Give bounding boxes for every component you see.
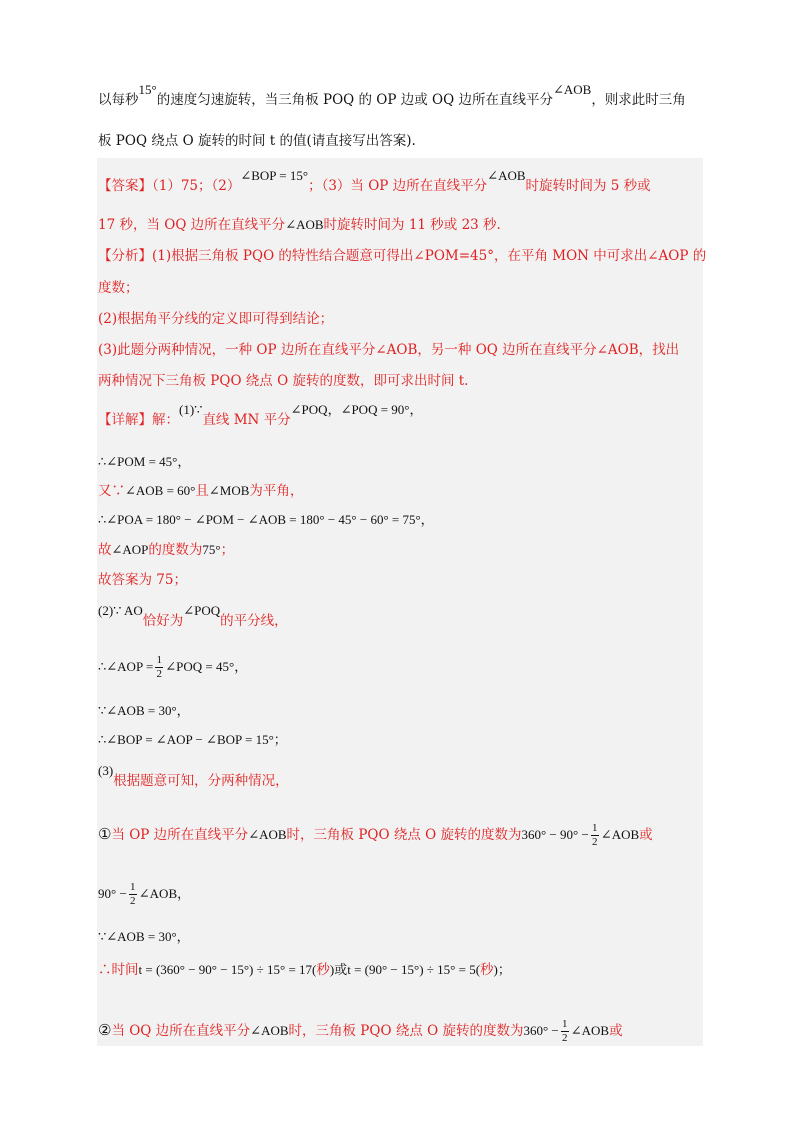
detail-text: 时，三角板 PQO 绕点 O 旋转的度数为 bbox=[286, 827, 522, 843]
answer-text: 17 秒，当 OQ 边所在直线平分 bbox=[98, 217, 286, 233]
detail-text: ∴时间 bbox=[98, 962, 139, 978]
detail-math: ∠AOB bbox=[600, 827, 640, 842]
fraction-denominator: 2 bbox=[130, 895, 136, 907]
detail-text: 为平角， bbox=[249, 483, 304, 499]
detail-text: 恰好为 bbox=[142, 613, 184, 629]
detail-math: ∠AOB， bbox=[138, 886, 191, 901]
case1-line-1 bbox=[98, 823, 653, 848]
detail-math: ∠AOP bbox=[111, 542, 149, 557]
detail-line-10 bbox=[98, 730, 287, 750]
solution-background bbox=[97, 158, 703, 1046]
case2-line-1 bbox=[98, 1019, 623, 1044]
detail-text: 的度数为 bbox=[148, 542, 203, 558]
analysis-tag: 【分析】 bbox=[98, 248, 152, 264]
detail-text: 当 OP 边所在直线平分 bbox=[111, 827, 249, 843]
fraction-half bbox=[561, 1019, 569, 1044]
analysis-line-5: 两种情况下三角板 PQO 绕点 O 旋转的度数，即可求出时间 t. bbox=[98, 373, 469, 389]
fraction-half bbox=[591, 823, 599, 848]
answer-math: ∠AOB bbox=[487, 168, 526, 183]
step-number: (3) bbox=[98, 763, 114, 778]
detail-math: 360° − bbox=[523, 1023, 559, 1038]
answer-line-2 bbox=[98, 215, 501, 235]
detail-text: 又∵ bbox=[98, 483, 125, 499]
detail-text: 解： bbox=[152, 412, 179, 428]
analysis-line-3: (2)根据角平分线的定义即可得到结论； bbox=[98, 311, 334, 327]
answer-tag: 【答案】 bbox=[98, 178, 152, 194]
detail-line-3 bbox=[98, 481, 303, 501]
case1-line-4 bbox=[98, 960, 511, 980]
detail-math: ∴∠POM = 45°， bbox=[98, 454, 191, 469]
detail-line-1 bbox=[98, 402, 423, 430]
detail-text: ； bbox=[220, 542, 235, 558]
detail-math: ∴∠POA = 180° − ∠POM − ∠AOB = 180° − 45° − 60° = 75°， bbox=[98, 512, 434, 527]
answer-line-1 bbox=[98, 168, 651, 196]
detail-line-7 bbox=[98, 603, 288, 631]
detail-text: 故 bbox=[98, 542, 112, 558]
fraction-numerator: 1 bbox=[562, 1018, 568, 1030]
detail-line-2 bbox=[98, 452, 190, 472]
fraction-denominator: 2 bbox=[562, 1032, 568, 1044]
analysis-line-4: (3)此题分两种情况，一种 OP 边所在直线平分∠AOB，另一种 OQ 边所在直线平分∠AOB，找出 bbox=[98, 342, 680, 358]
detail-math: )或 bbox=[329, 962, 348, 977]
detail-line-4 bbox=[98, 510, 434, 530]
fraction-numerator: 1 bbox=[156, 654, 163, 666]
analysis-text: (1)根据三角板 PQO 的特性结合题意可得出∠POM=45°，在平角 MON 中可求出∠AOP 的 bbox=[152, 248, 707, 264]
detail-tag: 【详解】 bbox=[98, 412, 152, 428]
step-number: (2)∵ AO bbox=[98, 603, 143, 618]
detail-text: 根据题意可知，分两种情况， bbox=[113, 773, 289, 789]
problem-text: ，则求此时三角 bbox=[591, 92, 686, 108]
fraction-half bbox=[155, 655, 163, 680]
problem-note: (请直接写出答案). bbox=[306, 133, 416, 149]
fraction-denominator: 2 bbox=[592, 836, 598, 848]
analysis-line-2: 度数； bbox=[98, 280, 139, 296]
answer-math: ∠BOP = 15° bbox=[240, 168, 309, 183]
detail-math: t = (90° − 15°) ÷ 15° = 5( bbox=[347, 962, 481, 977]
answer-math: ∠AOB bbox=[285, 217, 324, 232]
fraction-numerator: 1 bbox=[130, 881, 136, 893]
detail-math: ∠AOB bbox=[250, 1023, 289, 1038]
detail-math: 90° − bbox=[98, 886, 127, 901]
detail-math: ∠AOB bbox=[248, 827, 287, 842]
angle-aob: ∠AOB bbox=[552, 82, 592, 97]
detail-line-9 bbox=[98, 701, 190, 721]
case1-line-3 bbox=[98, 927, 190, 947]
detail-text: 或 bbox=[639, 827, 653, 843]
detail-math: ∠POQ = 45°， bbox=[165, 659, 248, 674]
problem-text: 以每秒 bbox=[98, 92, 139, 108]
detail-text: 秒 bbox=[316, 962, 330, 978]
detail-math: ∠POQ bbox=[290, 402, 328, 417]
problem-text: 板 POQ 绕点 O 旋转的时间 t 的值 bbox=[98, 133, 307, 149]
detail-math: ∵∠AOB = 30°， bbox=[98, 929, 190, 944]
problem-text: 的速度匀速旋转，当三角板 POQ 的 OP 边或 OQ 边所在直线平分 bbox=[156, 92, 553, 108]
answer-text: 时旋转时间为 11 秒或 23 秒. bbox=[323, 217, 501, 233]
detail-math: ∠AOB bbox=[570, 1023, 610, 1038]
detail-line-5 bbox=[98, 540, 234, 560]
answer-text: 时旋转时间为 5 秒或 bbox=[525, 178, 651, 194]
detail-text: 当 OQ 边所在直线平分 bbox=[111, 1023, 251, 1039]
case-1-marker: ① bbox=[98, 825, 112, 843]
detail-math: ∠POQ bbox=[183, 603, 221, 618]
detail-math: ，∠POQ = 90°， bbox=[327, 402, 423, 417]
detail-math: ∠MOB bbox=[208, 483, 250, 498]
detail-text: 或 bbox=[609, 1023, 623, 1039]
detail-math: ∠AOB = 60° bbox=[125, 483, 196, 498]
answer-text: ；（3）当 OP 边所在直线平分 bbox=[308, 178, 488, 194]
fraction-half bbox=[129, 882, 137, 907]
problem-line-2 bbox=[98, 131, 416, 151]
detail-text: 时，三角板 PQO 绕点 O 旋转的度数为 bbox=[288, 1023, 524, 1039]
detail-math: t = (360° − 90° − 15°) ÷ 15° = 17( bbox=[138, 962, 317, 977]
speed-value: 15° bbox=[138, 82, 157, 97]
analysis-line-1 bbox=[98, 246, 706, 266]
problem-line-1 bbox=[98, 82, 686, 110]
detail-math: 75° bbox=[202, 542, 221, 557]
answer-text: （1）75；（2） bbox=[152, 178, 241, 194]
detail-math: 360° − 90° − bbox=[521, 827, 589, 842]
detail-text: 直线 MN 平分 bbox=[202, 412, 291, 428]
detail-text: 秒 bbox=[480, 962, 494, 978]
detail-text: 且 bbox=[195, 483, 209, 499]
detail-math: ∴∠AOP = bbox=[98, 659, 154, 674]
detail-math: )； bbox=[493, 962, 511, 977]
detail-math: ∴∠BOP = ∠AOP − ∠BOP = 15°； bbox=[98, 732, 287, 747]
detail-line-6: 故答案为 75； bbox=[98, 572, 187, 588]
detail-line-11 bbox=[98, 763, 289, 791]
step-number: (1)∵ bbox=[179, 402, 203, 417]
detail-line-8 bbox=[98, 655, 247, 680]
fraction-numerator: 1 bbox=[592, 822, 598, 834]
case1-line-2 bbox=[98, 882, 190, 907]
detail-text: 的平分线， bbox=[220, 613, 288, 629]
fraction-denominator: 2 bbox=[156, 668, 163, 680]
case-2-marker: ② bbox=[98, 1021, 112, 1039]
detail-math: ∵∠AOB = 30°， bbox=[98, 703, 190, 718]
